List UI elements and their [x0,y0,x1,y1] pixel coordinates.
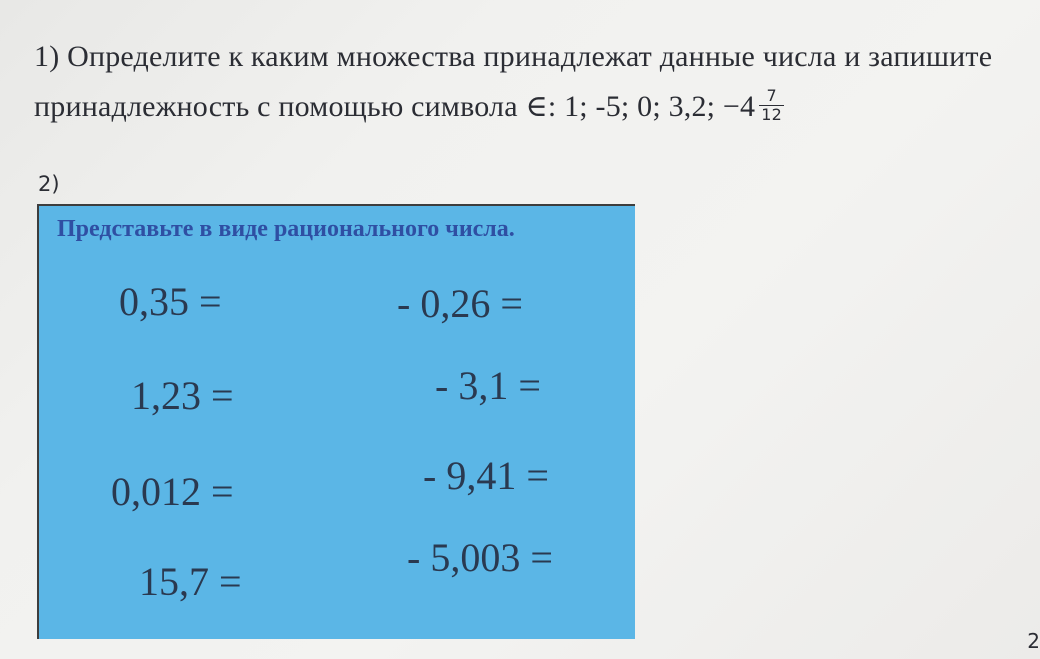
fraction-denominator: 12 [761,104,783,124]
task-1-line-2 [34,82,1024,132]
fraction-numerator: 7 [759,87,784,106]
mixed-number-fraction [759,87,784,124]
left-expression-2: 1,23 = [131,373,234,418]
task-1-line-1: 1) Определите к каким множества принадлежат данные числа и запишите [34,40,993,73]
right-expression-1: - 0,26 = [397,281,523,326]
right-expression-3: - 9,41 = [423,453,549,498]
right-expression-4: - 5,003 = [407,535,553,580]
right-expression-2: - 3,1 = [435,363,541,408]
left-expression-4: 15,7 = [139,559,242,604]
task-2-card [37,204,635,639]
task-1-line-2-text: принадлежность с помощью символа ∈: 1; -5; 0; 3,2; −4 [34,90,756,123]
task-2-label: 2) [38,172,60,196]
page-corner-number: 2 [1027,629,1040,653]
card-title: Представьте в виде рационального числа. [57,216,515,242]
left-expression-1: 0,35 = [119,279,222,324]
left-expression-3: 0,012 = [111,469,234,514]
task-1-text [34,32,1024,132]
